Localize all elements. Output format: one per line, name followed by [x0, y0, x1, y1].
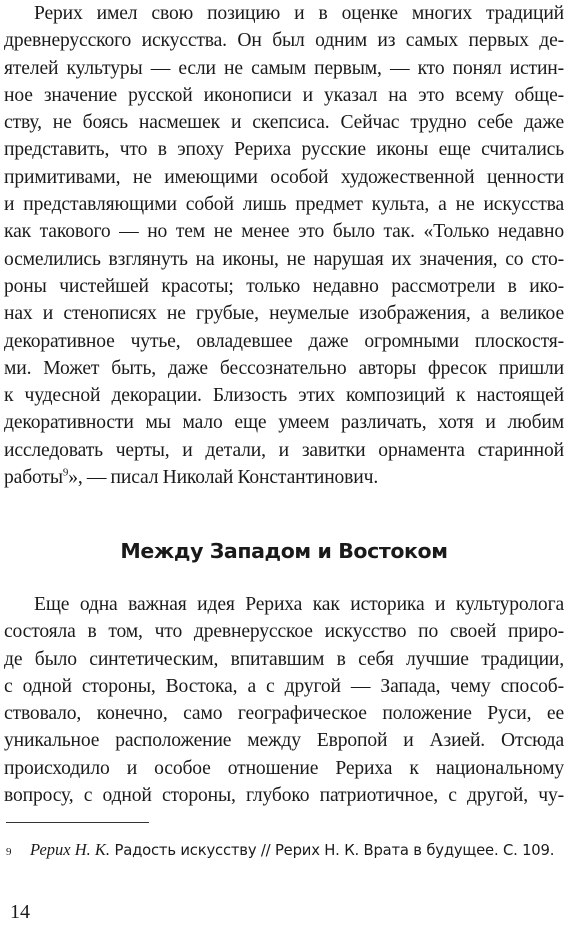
paragraph-line: уникальное расположение между Европой и Азией. Отсюда [4, 730, 564, 752]
paragraph-line: к чудесной декорации. Близость этих композиций к настоящей [4, 385, 564, 407]
paragraph-line: ствовало, конечно, само географическое положение Руси, ее [4, 703, 564, 725]
paragraph-line: исследовать черты, и детали, и завитки орнамента старинной [4, 439, 564, 461]
paragraph-line: ми. Может быть, даже бессознательно авторы фресок пришли [4, 357, 564, 379]
paragraph-line: Рерих имел свою позицию и в оценке многих традиций [34, 3, 564, 24]
paragraph-line: ятелей культуры — если не самым первым, — кто понял истин- [4, 57, 564, 79]
paragraph-line: осмелились взглянуть на иконы, не нарушая их значения, со сто- [4, 248, 564, 270]
paragraph-line: происходило и особое отношение Рериха к национальному [4, 757, 564, 779]
paragraph-line: декоративности мы мало еще умеем различать, хотя и любим [4, 412, 564, 434]
paragraph-line: ное значение русской иконописи и указал на это всему обще- [4, 84, 564, 106]
paragraph-text: работы [4, 467, 63, 489]
paragraph-line: декоративное чутье, овладевшее даже огромными плоскостя- [4, 330, 564, 352]
paragraph-line: роны чистейшей красоты; только недавно рассмотрели в ико- [4, 275, 564, 297]
footnote-reference[interactable]: 9 [62, 466, 69, 479]
paragraph-line: состояла в том, что древнерусское искусство по своей приро- [4, 621, 564, 643]
paragraph-line: древнерусского искусства. Он был одним из самых первых де- [4, 30, 564, 52]
paragraph-line: ству, не боясь насмешек и скепсиса. Сейчас трудно себе даже [4, 112, 564, 134]
paragraph-line: вопросу, с одной стороны, глубоко патриотичное, с другой, чу- [4, 785, 564, 807]
paragraph-line: де было синтетическим, впитавшим в себя лучшие традиции, [4, 648, 564, 670]
paragraph-line: представить, что в эпоху Рериха русские иконы еще считались [4, 139, 564, 161]
footnote-text: Радость искусству // Рерих Н. К. Врата в будущее. С. 109. [110, 842, 555, 859]
section-heading: Между Западом и Востоком [120, 539, 448, 563]
page-number: 14 [10, 901, 30, 923]
footnote [6, 840, 566, 860]
paragraph-text: », — писал Николай Константинович. [68, 467, 379, 489]
footnote-number: 9 [6, 846, 12, 858]
paragraph-line: нах и стенописях не грубые, неумелые изображения, а великое [4, 303, 564, 325]
paragraph-line: как такового — но тем не менее это было так. «Только недавно [4, 221, 564, 243]
footnote-divider [6, 822, 149, 823]
footnote-author: Рерих Н. К. [30, 840, 111, 859]
paragraph-1 [4, 0, 564, 491]
paragraph-line: Еще одна важная идея Рериха как историка и культуролога [34, 594, 564, 615]
paragraph-last-line [4, 464, 564, 491]
paragraph-2 [4, 591, 564, 809]
paragraph-line: с одной стороны, Востока, а с другой — Запада, чему способ- [4, 675, 564, 697]
paragraph-line: и представляющими собой лишь предмет культа, а не искусства [4, 194, 564, 216]
paragraph-line: примитивами, не имеющими особой художественной ценности [4, 166, 564, 188]
